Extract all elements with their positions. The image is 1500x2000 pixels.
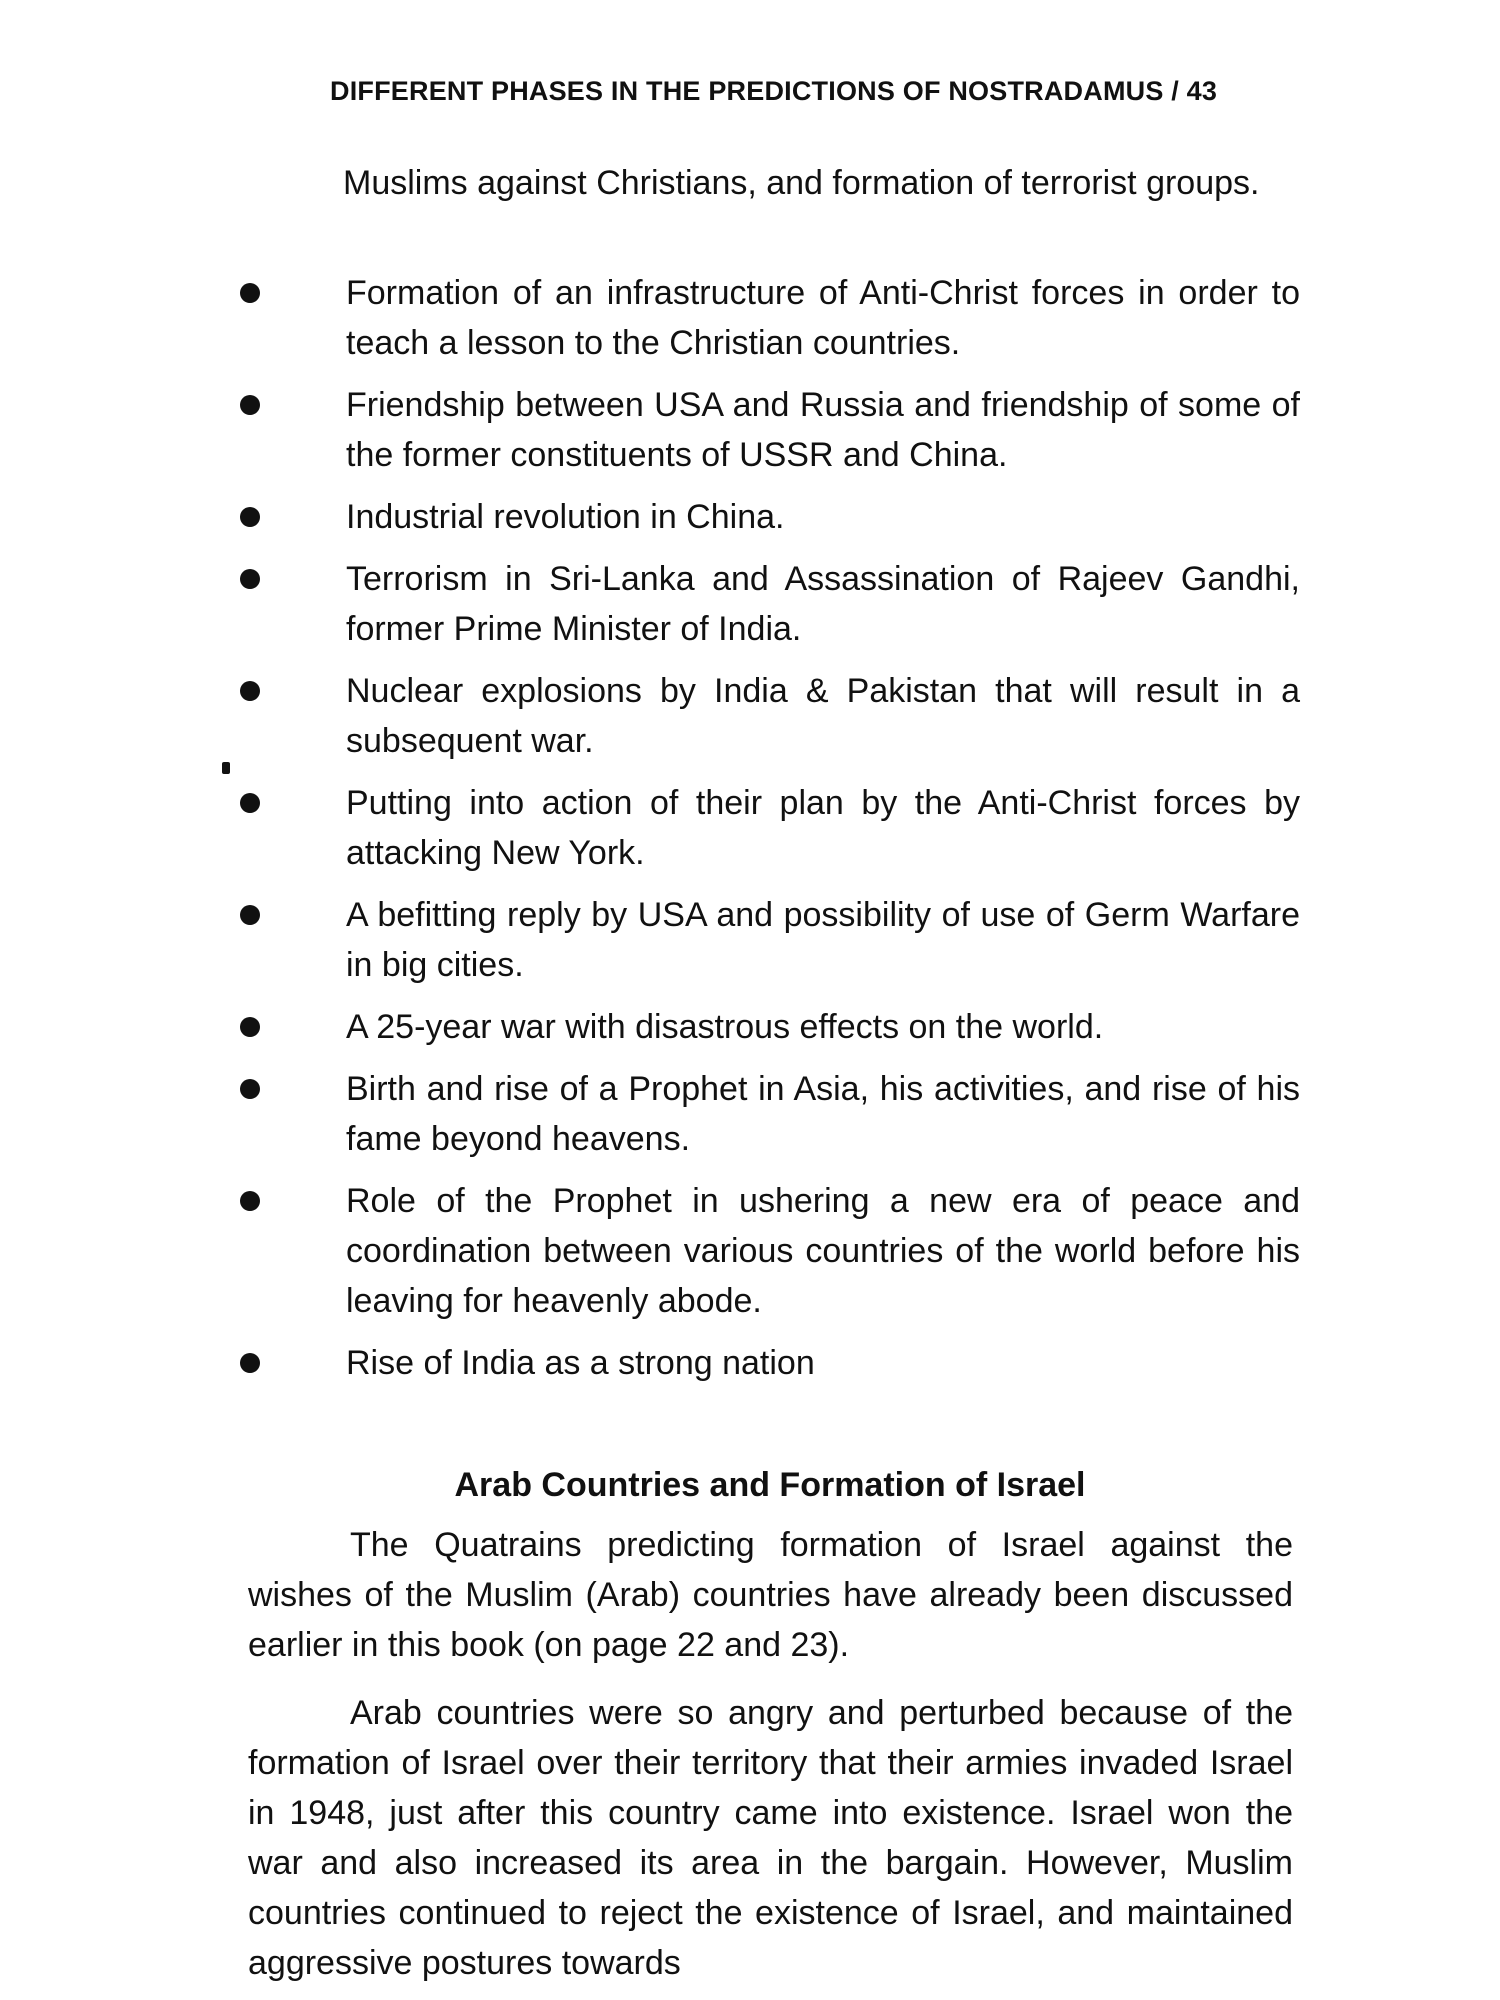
bullet-icon [240, 569, 260, 589]
list-item-text: Rise of India as a strong nation [346, 1344, 815, 1382]
prediction-list [240, 268, 1300, 1400]
bullet-icon [240, 507, 260, 527]
body-paragraph: The Quatrains predicting formation of Israel against the wishes of the Muslim (Arab) countries have already been discussed earlier in this book (on page 22 and 23). [248, 1526, 1293, 1664]
list-item-text: Friendship between USA and Russia and friendship of some of the former constituents of USSR and China. [346, 386, 1300, 474]
running-head: DIFFERENT PHASES IN THE PREDICTIONS OF NOSTRADAMUS / 43 [330, 76, 1218, 106]
list-item [240, 666, 1300, 766]
list-item [240, 778, 1300, 878]
bullet-icon [240, 1353, 260, 1373]
bullet-icon [240, 1079, 260, 1099]
list-item [240, 554, 1300, 654]
list-item [240, 890, 1300, 990]
bullet-icon [240, 1191, 260, 1211]
bullet-icon [240, 681, 260, 701]
list-item [240, 492, 1300, 542]
bullet-icon [240, 283, 260, 303]
list-item-text: Role of the Prophet in ushering a new era of peace and coordination between various countries of the world before his leaving for heavenly abode. [346, 1182, 1300, 1320]
body-paragraph: Arab countries were so angry and perturbed because of the formation of Israel over their territory that their armies invaded Israel in 1948, just after this country came into existence. Israel won the war and also increased its area in the bargain. However, Muslim countries continued to reject the existence of Israel, and maintained aggressive postures towards [248, 1694, 1293, 1982]
list-item-text: A 25-year war with disastrous effects on the world. [346, 1008, 1104, 1046]
continued-bullet-text: Muslims against Christians, and formation of terrorist groups. [343, 164, 1260, 202]
list-item [240, 1064, 1300, 1164]
bullet-icon [240, 905, 260, 925]
list-item [240, 1002, 1300, 1052]
bullet-icon [240, 1017, 260, 1037]
list-item [240, 1176, 1300, 1326]
list-item [240, 1338, 1300, 1388]
list-item-text: Terrorism in Sri-Lanka and Assassination of Rajeev Gandhi, former Prime Minister of India. [346, 560, 1300, 648]
list-item-text: Industrial revolution in China. [346, 498, 785, 536]
list-item [240, 380, 1300, 480]
list-item [240, 268, 1300, 368]
bullet-icon [240, 793, 260, 813]
section-heading: Arab Countries and Formation of Israel [454, 1466, 1086, 1505]
bullet-icon [240, 395, 260, 415]
list-item-text: A befitting reply by USA and possibility of use of Germ Warfare in big cities. [346, 896, 1300, 984]
list-item-text: Putting into action of their plan by the Anti-Christ forces by attacking New York. [346, 784, 1300, 872]
list-item-text: Nuclear explosions by India & Pakistan that will result in a subsequent war. [346, 672, 1300, 760]
list-item-text: Birth and rise of a Prophet in Asia, his activities, and rise of his fame beyond heavens. [346, 1070, 1300, 1158]
list-item-text: Formation of an infrastructure of Anti-Christ forces in order to teach a lesson to the Christian countries. [346, 274, 1300, 362]
stray-ink-mark [222, 762, 230, 774]
